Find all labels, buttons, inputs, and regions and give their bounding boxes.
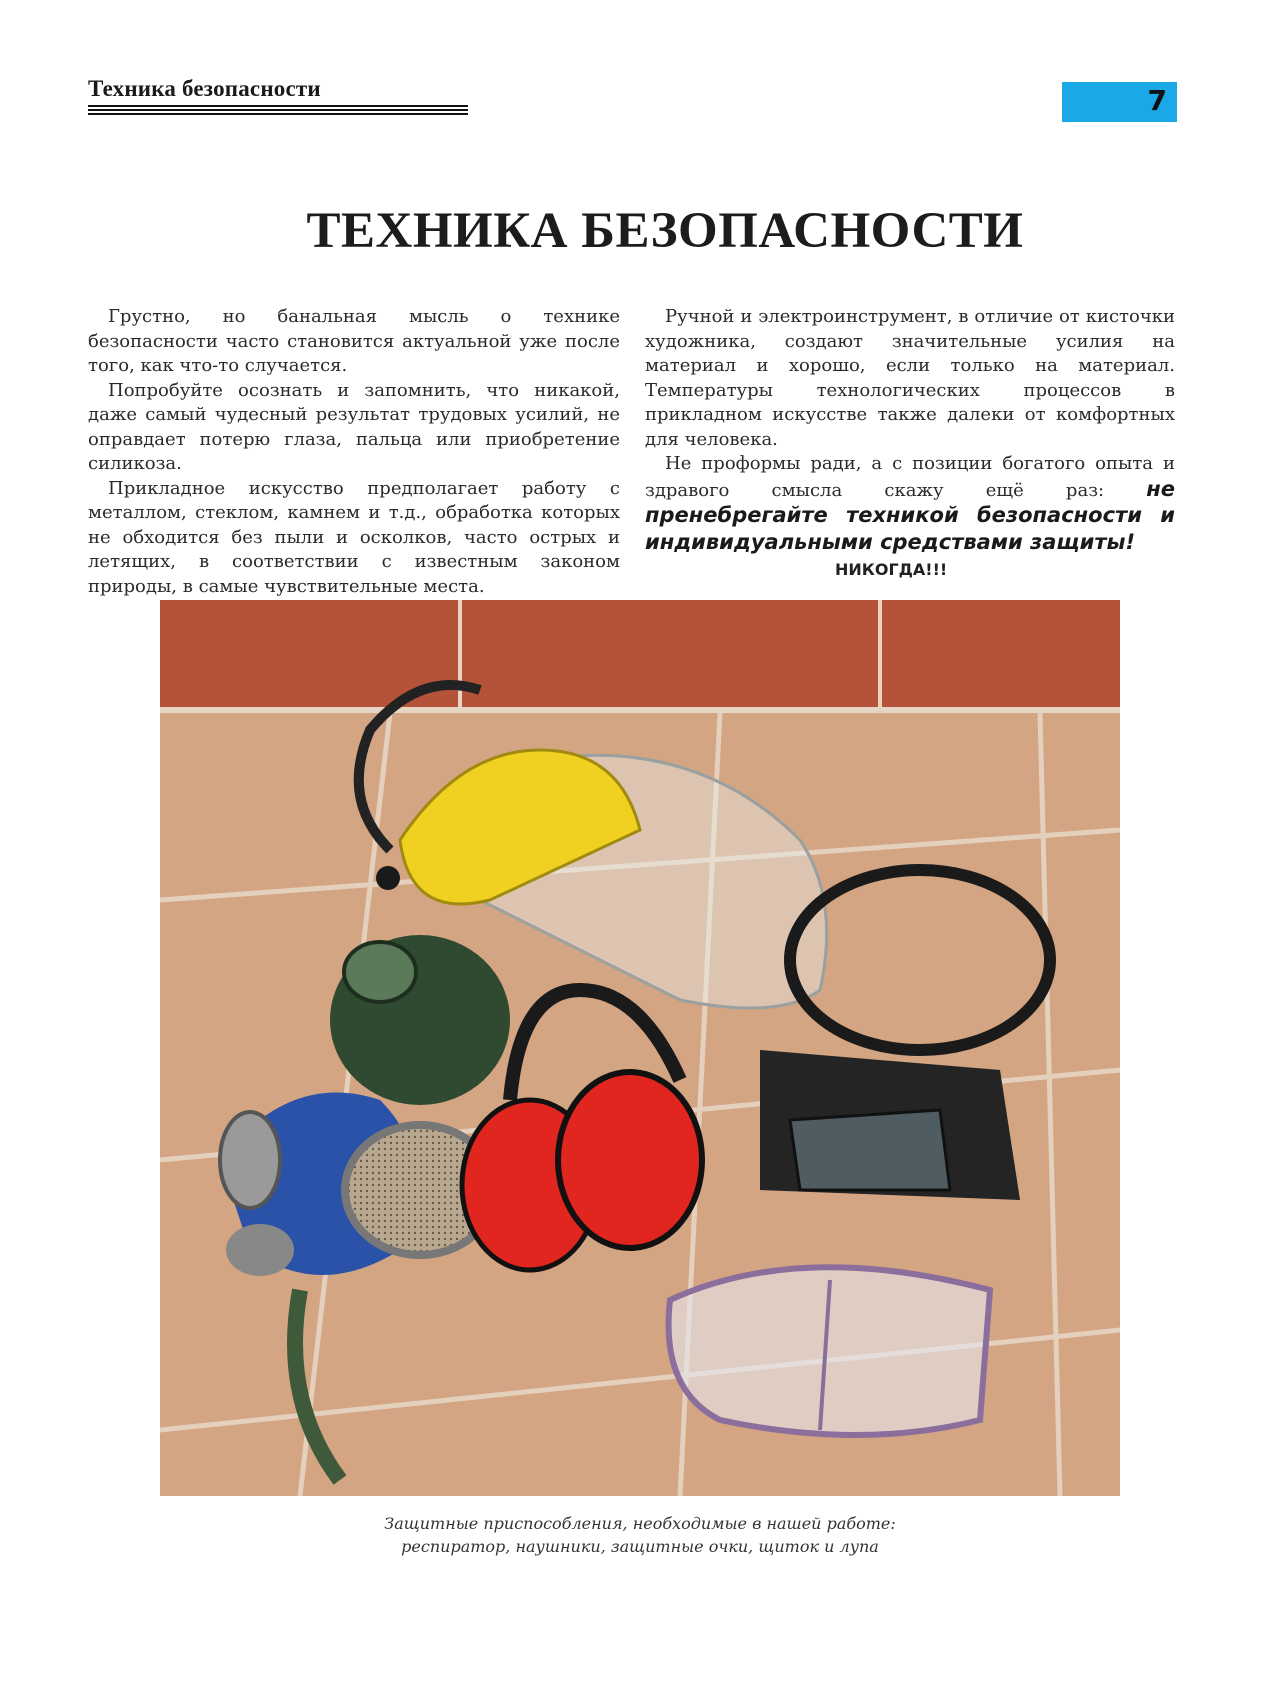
running-head-rule (88, 105, 468, 115)
paragraph-lead: Не проформы ради, а с позиции богатого опыта и здравого смысла скажу ещё раз: (645, 453, 1175, 501)
wall-tiles (160, 600, 1120, 710)
safety-emphasis: не пренебрегайте техникой безопасности и индивидуальными средствами защиты! (645, 476, 1175, 554)
figure-caption (160, 1512, 1120, 1558)
safety-goggles (669, 1267, 990, 1435)
page-number-box (1062, 82, 1177, 122)
safety-equipment-photo (160, 600, 1120, 1496)
caption-line: респиратор, наушники, защитные очки, щиток и лупа (401, 1537, 879, 1556)
running-head-title: Техника безопасности (88, 76, 321, 101)
left-column (88, 305, 620, 599)
paragraph: Грустно, но банальная мысль о технике безопасности часто становится актуальной уже после того, как что-то случается. (88, 306, 620, 376)
photo-illustration (160, 600, 1120, 1496)
article-title: ТЕХНИКА БЕЗОПАСНОСТИ (306, 203, 1024, 259)
paragraph: Попробуйте осознать и запомнить, что никакой, даже самый чудесный результат трудовых усилий, не оправдает потерю глаза, пальца или приобретение силикоза. (88, 379, 620, 474)
page-number: 7 (1147, 84, 1167, 117)
paragraph: Прикладное искусство предполагает работу с металлом, стеклом, камнем и т.д., обработка которых не обходится без пыли и осколков, часто острых и летящих, в соответствии с известным законом природы, в самые чувствительные места. (88, 477, 620, 597)
running-head (88, 76, 468, 117)
closing-exclamation: НИКОГДА!!! (835, 560, 948, 579)
paragraph: Ручной и электроинструмент, в отличие от кисточки художника, создают значительные усилия на материал и хорошо, если только на материал. Температуры технологических процессов в прикладном искусстве также далеки от комфортных для человека. (645, 306, 1175, 450)
caption-line: Защитные приспособления, необходимые в нашей работе: (384, 1514, 896, 1533)
right-column (645, 305, 1175, 556)
paragraph-with-emphasis (645, 452, 1175, 556)
dust-mask (330, 935, 510, 1105)
